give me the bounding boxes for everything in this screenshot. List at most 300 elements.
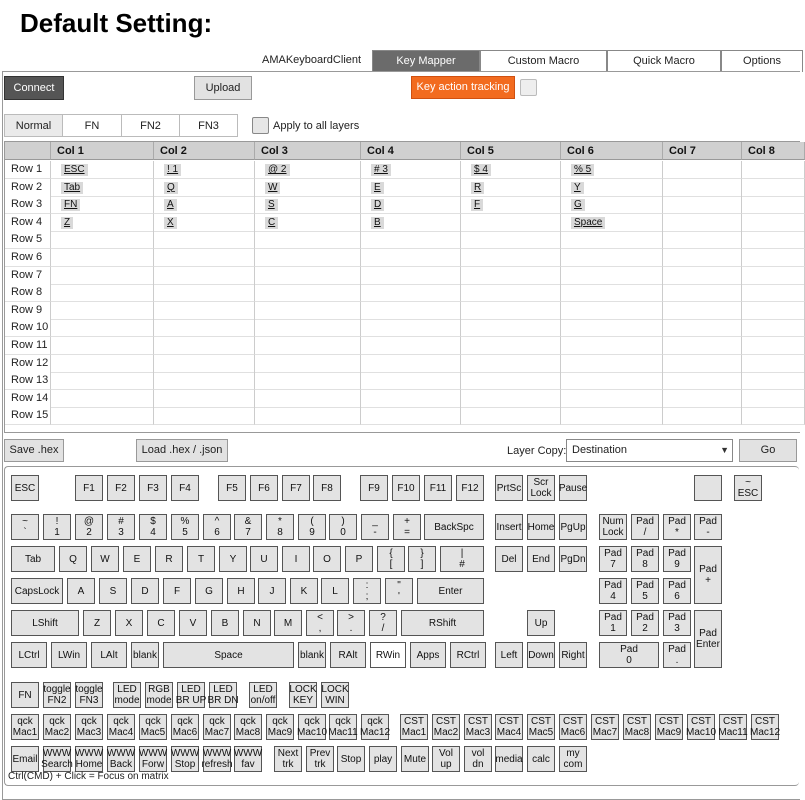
- matrix-cell[interactable]: [663, 267, 742, 285]
- matrix-cell[interactable]: [742, 302, 805, 320]
- key-home[interactable]: Home: [527, 514, 555, 540]
- key-0[interactable]: ) 0: [329, 514, 357, 540]
- key-f6[interactable]: F6: [250, 475, 278, 501]
- key-led-mode[interactable]: LED mode: [114, 684, 140, 706]
- key-www-stop[interactable]: WWW Stop: [170, 748, 200, 770]
- matrix-cell[interactable]: [255, 390, 361, 408]
- matrix-cell[interactable]: [461, 355, 561, 373]
- matrix-cell[interactable]: [742, 407, 805, 425]
- matrix-cell[interactable]: [51, 302, 154, 320]
- key-cst-mac3[interactable]: CST Mac3: [465, 716, 491, 738]
- key-e[interactable]: E: [123, 546, 151, 572]
- matrix-cell[interactable]: [51, 372, 154, 390]
- key-led-br-up[interactable]: LED BR UP: [175, 684, 207, 706]
- matrix-cell[interactable]: [742, 179, 805, 197]
- key-y[interactable]: Y: [219, 546, 247, 572]
- key-x[interactable]: X: [115, 610, 143, 636]
- key-pad[interactable]: Pad +: [694, 546, 722, 604]
- key-end[interactable]: End: [527, 546, 555, 572]
- matrix-cell[interactable]: [361, 302, 461, 320]
- key-next-trk[interactable]: Next trk: [274, 746, 302, 772]
- key-f7[interactable]: F7: [282, 475, 310, 501]
- key-blank[interactable]: blank: [131, 642, 159, 668]
- key-cst-mac8[interactable]: CST Mac8: [624, 716, 650, 738]
- key-p[interactable]: P: [345, 546, 373, 572]
- matrix-cell[interactable]: [461, 161, 561, 179]
- matrix-cell[interactable]: [461, 407, 561, 425]
- key-www-refresh[interactable]: WWW refresh: [201, 748, 233, 770]
- matrix-cell[interactable]: [561, 337, 663, 355]
- key-1[interactable]: ! 1: [43, 514, 71, 540]
- key-cst-mac11[interactable]: CST Mac11: [718, 716, 748, 738]
- key-z[interactable]: Z: [83, 610, 111, 636]
- key-l[interactable]: L: [321, 578, 349, 604]
- matrix-cell[interactable]: [561, 319, 663, 337]
- key-prev-trk[interactable]: Prev trk: [306, 746, 334, 772]
- key-q[interactable]: Q: [59, 546, 87, 572]
- key-cst-mac2[interactable]: CST Mac2: [433, 716, 459, 738]
- matrix-cell[interactable]: [663, 390, 742, 408]
- matrix-cell[interactable]: [361, 249, 461, 267]
- matrix-cell[interactable]: [154, 214, 255, 232]
- matrix-cell[interactable]: [361, 355, 461, 373]
- key-toggle-fn3[interactable]: toggle FN3: [75, 684, 103, 706]
- matrix-cell[interactable]: [561, 372, 663, 390]
- matrix-cell[interactable]: [51, 231, 154, 249]
- key-pad-4[interactable]: Pad 4: [599, 578, 627, 604]
- key-symbol[interactable]: : ;: [353, 578, 381, 604]
- matrix-cell[interactable]: [51, 179, 154, 197]
- key-www-search[interactable]: WWW Search: [41, 748, 73, 770]
- matrix-cell[interactable]: [742, 231, 805, 249]
- matrix-cell[interactable]: [255, 214, 361, 232]
- matrix-cell[interactable]: [663, 179, 742, 197]
- key-cst-mac9[interactable]: CST Mac9: [656, 716, 682, 738]
- key-qck-mac4[interactable]: qck Mac4: [108, 716, 134, 738]
- tracking-checkbox[interactable]: [520, 79, 537, 96]
- matrix-cell[interactable]: [154, 337, 255, 355]
- key-scr-lock[interactable]: Scr Lock: [527, 475, 555, 501]
- layer-tab-fn[interactable]: FN: [62, 114, 122, 137]
- matrix-cell[interactable]: [561, 407, 663, 425]
- key-lalt[interactable]: LAlt: [91, 642, 127, 668]
- tab-quick-macro[interactable]: Quick Macro: [607, 50, 721, 72]
- key-esc[interactable]: ~ ESC: [734, 475, 762, 501]
- key-qck-mac2[interactable]: qck Mac2: [44, 716, 70, 738]
- matrix-cell[interactable]: [51, 407, 154, 425]
- key-7[interactable]: & 7: [234, 514, 262, 540]
- key-g[interactable]: G: [195, 578, 223, 604]
- key-pad-0[interactable]: Pad 0: [599, 642, 659, 668]
- key-www-home[interactable]: WWW Home: [74, 748, 104, 770]
- matrix-cell[interactable]: [561, 302, 663, 320]
- key-f4[interactable]: F4: [171, 475, 199, 501]
- key-f3[interactable]: F3: [139, 475, 167, 501]
- matrix-cell[interactable]: [255, 267, 361, 285]
- key-a[interactable]: A: [67, 578, 95, 604]
- matrix-cell[interactable]: [154, 284, 255, 302]
- matrix-cell[interactable]: [461, 267, 561, 285]
- key-pad-9[interactable]: Pad 9: [663, 546, 691, 572]
- matrix-cell[interactable]: [561, 284, 663, 302]
- matrix-cell[interactable]: [742, 249, 805, 267]
- matrix-cell[interactable]: [154, 179, 255, 197]
- key-symbol[interactable]: > .: [337, 610, 365, 636]
- key-down[interactable]: Down: [527, 642, 555, 668]
- matrix-cell[interactable]: [742, 337, 805, 355]
- matrix-cell[interactable]: [361, 179, 461, 197]
- key-pgdn[interactable]: PgDn: [559, 546, 587, 572]
- matrix-cell[interactable]: [51, 284, 154, 302]
- key-num-lock[interactable]: Num Lock: [599, 514, 627, 540]
- key-rctrl[interactable]: RCtrl: [450, 642, 486, 668]
- key-play[interactable]: play: [369, 746, 397, 772]
- matrix-cell[interactable]: [255, 249, 361, 267]
- key-r[interactable]: R: [155, 546, 183, 572]
- key-pad[interactable]: Pad .: [663, 642, 691, 668]
- key-calc[interactable]: calc: [527, 746, 555, 772]
- key-right[interactable]: Right: [559, 642, 587, 668]
- matrix-cell[interactable]: [361, 390, 461, 408]
- key-t[interactable]: T: [187, 546, 215, 572]
- matrix-cell[interactable]: [742, 284, 805, 302]
- key-symbol[interactable]: < ,: [306, 610, 334, 636]
- key-toggle-fn2[interactable]: toggle FN2: [43, 684, 71, 706]
- key-o[interactable]: O: [313, 546, 341, 572]
- key-my-com[interactable]: my com: [559, 746, 587, 772]
- key-qck-mac6[interactable]: qck Mac6: [172, 716, 198, 738]
- matrix-cell[interactable]: [663, 214, 742, 232]
- matrix-cell[interactable]: [663, 284, 742, 302]
- key-apps[interactable]: Apps: [410, 642, 446, 668]
- matrix-cell[interactable]: [361, 372, 461, 390]
- key-lock-win[interactable]: LOCK WIN: [321, 684, 349, 706]
- key-qck-mac1[interactable]: qck Mac1: [12, 716, 38, 738]
- matrix-cell[interactable]: [663, 407, 742, 425]
- key-3[interactable]: # 3: [107, 514, 135, 540]
- matrix-cell[interactable]: [51, 249, 154, 267]
- key-cst-mac10[interactable]: CST Mac10: [686, 716, 717, 738]
- key-pad-2[interactable]: Pad 2: [631, 610, 659, 636]
- key-del[interactable]: Del: [495, 546, 523, 572]
- matrix-cell[interactable]: [154, 355, 255, 373]
- key-enter[interactable]: Enter: [417, 578, 484, 604]
- key-k[interactable]: K: [290, 578, 318, 604]
- key-pad-7[interactable]: Pad 7: [599, 546, 627, 572]
- matrix-cell[interactable]: [51, 390, 154, 408]
- key-4[interactable]: $ 4: [139, 514, 167, 540]
- load-hex-button[interactable]: Load .hex / .json: [136, 439, 228, 462]
- matrix-cell[interactable]: [742, 161, 805, 179]
- matrix-cell[interactable]: [255, 196, 361, 214]
- apply-all-checkbox[interactable]: [252, 117, 269, 134]
- key-5[interactable]: % 5: [171, 514, 199, 540]
- key-f2[interactable]: F2: [107, 475, 135, 501]
- key-c[interactable]: C: [147, 610, 175, 636]
- matrix-cell[interactable]: [154, 267, 255, 285]
- key-f5[interactable]: F5: [218, 475, 246, 501]
- key-8[interactable]: * 8: [266, 514, 294, 540]
- key-vol-dn[interactable]: vol dn: [464, 746, 492, 772]
- matrix-cell[interactable]: [663, 302, 742, 320]
- key-www-back[interactable]: WWW Back: [106, 748, 136, 770]
- key-esc[interactable]: ESC: [11, 475, 39, 501]
- matrix-cell[interactable]: [51, 214, 154, 232]
- key-v[interactable]: V: [179, 610, 207, 636]
- key-fn[interactable]: FN: [11, 682, 39, 708]
- key-f8[interactable]: F8: [313, 475, 341, 501]
- key-pad[interactable]: Pad *: [663, 514, 691, 540]
- key-qck-mac3[interactable]: qck Mac3: [76, 716, 102, 738]
- matrix-cell[interactable]: [461, 390, 561, 408]
- key-cst-mac6[interactable]: CST Mac6: [560, 716, 586, 738]
- key-lwin[interactable]: LWin: [51, 642, 87, 668]
- matrix-cell[interactable]: [154, 231, 255, 249]
- matrix-cell[interactable]: [561, 249, 663, 267]
- matrix-cell[interactable]: [461, 179, 561, 197]
- matrix-cell[interactable]: [663, 319, 742, 337]
- key-prtsc[interactable]: PrtSc: [495, 475, 523, 501]
- matrix-cell[interactable]: [742, 319, 805, 337]
- matrix-cell[interactable]: [255, 284, 361, 302]
- matrix-cell[interactable]: [742, 372, 805, 390]
- matrix-cell[interactable]: [742, 196, 805, 214]
- key-ralt[interactable]: RAlt: [330, 642, 366, 668]
- matrix-cell[interactable]: [51, 319, 154, 337]
- matrix-cell[interactable]: [51, 337, 154, 355]
- key-pad[interactable]: Pad /: [631, 514, 659, 540]
- key-m[interactable]: M: [274, 610, 302, 636]
- key-b[interactable]: B: [211, 610, 239, 636]
- key-symbol[interactable]: + =: [393, 514, 421, 540]
- key-symbol[interactable]: _ -: [361, 514, 389, 540]
- matrix-cell[interactable]: [51, 355, 154, 373]
- matrix-cell[interactable]: [742, 267, 805, 285]
- matrix-cell[interactable]: [461, 214, 561, 232]
- matrix-cell[interactable]: [255, 319, 361, 337]
- key-qck-mac7[interactable]: qck Mac7: [204, 716, 230, 738]
- key-f10[interactable]: F10: [392, 475, 420, 501]
- layer-copy-select[interactable]: [566, 439, 733, 462]
- tab-options[interactable]: Options: [721, 50, 803, 72]
- key-stop[interactable]: Stop: [337, 746, 365, 772]
- key-action-tracking-button[interactable]: Key action tracking: [411, 76, 515, 99]
- key-cst-mac12[interactable]: CST Mac12: [750, 716, 781, 738]
- matrix-cell[interactable]: [154, 372, 255, 390]
- matrix-cell[interactable]: [461, 196, 561, 214]
- key-f[interactable]: F: [163, 578, 191, 604]
- key-capslock[interactable]: CapsLock: [11, 578, 63, 604]
- key-space[interactable]: Space: [163, 642, 294, 668]
- key-rwin[interactable]: RWin: [370, 642, 406, 668]
- matrix-cell[interactable]: [742, 390, 805, 408]
- go-button[interactable]: Go: [739, 439, 797, 462]
- matrix-cell[interactable]: [361, 231, 461, 249]
- key-cst-mac4[interactable]: CST Mac4: [496, 716, 522, 738]
- key-blank[interactable]: [694, 475, 722, 501]
- matrix-cell[interactable]: [561, 231, 663, 249]
- matrix-cell[interactable]: [154, 319, 255, 337]
- key-qck-mac10[interactable]: qck Mac10: [297, 716, 328, 738]
- key-led-br-dn[interactable]: LED BR DN: [207, 684, 239, 706]
- layer-tab-normal[interactable]: Normal: [4, 114, 63, 137]
- matrix-cell[interactable]: [255, 231, 361, 249]
- matrix-cell[interactable]: [255, 407, 361, 425]
- matrix-cell[interactable]: [461, 231, 561, 249]
- matrix-cell[interactable]: [663, 249, 742, 267]
- key-backspc[interactable]: BackSpc: [424, 514, 484, 540]
- matrix-cell[interactable]: [361, 284, 461, 302]
- matrix-cell[interactable]: [561, 355, 663, 373]
- matrix-cell[interactable]: [561, 161, 663, 179]
- matrix-cell[interactable]: [255, 337, 361, 355]
- matrix-cell[interactable]: [663, 196, 742, 214]
- key-lshift[interactable]: LShift: [11, 610, 79, 636]
- key-pad-6[interactable]: Pad 6: [663, 578, 691, 604]
- upload-button[interactable]: Upload: [194, 76, 252, 100]
- matrix-cell[interactable]: [255, 302, 361, 320]
- key-pause[interactable]: Pause: [559, 475, 587, 501]
- key-f1[interactable]: F1: [75, 475, 103, 501]
- key-pad-5[interactable]: Pad 5: [631, 578, 659, 604]
- row-label: Row 11: [5, 337, 51, 355]
- key-pad-3[interactable]: Pad 3: [663, 610, 691, 636]
- save-hex-button[interactable]: Save .hex: [4, 439, 64, 462]
- matrix-cell[interactable]: [663, 337, 742, 355]
- key-j[interactable]: J: [258, 578, 286, 604]
- key-tab[interactable]: Tab: [11, 546, 55, 572]
- matrix-cell[interactable]: [461, 302, 561, 320]
- matrix-cell-key: X: [164, 217, 177, 229]
- layer-tab-fn2[interactable]: FN2: [121, 114, 180, 137]
- matrix-cell[interactable]: [255, 161, 361, 179]
- matrix-cell[interactable]: [255, 355, 361, 373]
- key-2[interactable]: @ 2: [75, 514, 103, 540]
- matrix-cell[interactable]: [361, 337, 461, 355]
- matrix-cell[interactable]: [663, 372, 742, 390]
- key-d[interactable]: D: [131, 578, 159, 604]
- matrix-cell[interactable]: [561, 267, 663, 285]
- key-f12[interactable]: F12: [456, 475, 484, 501]
- matrix-cell[interactable]: [154, 407, 255, 425]
- key-u[interactable]: U: [250, 546, 278, 572]
- key-cst-mac5[interactable]: CST Mac5: [528, 716, 554, 738]
- key-cst-mac7[interactable]: CST Mac7: [592, 716, 618, 738]
- key-vol-up[interactable]: Vol up: [432, 746, 460, 772]
- matrix-cell[interactable]: [51, 196, 154, 214]
- matrix-cell[interactable]: [154, 302, 255, 320]
- key-symbol[interactable]: ? /: [369, 610, 397, 636]
- key-cst-mac1[interactable]: CST Mac1: [401, 716, 427, 738]
- key-left[interactable]: Left: [495, 642, 523, 668]
- key-lock-key[interactable]: LOCK KEY: [289, 684, 317, 706]
- key-i[interactable]: I: [282, 546, 310, 572]
- key-media[interactable]: media: [495, 746, 523, 772]
- key-qck-mac12[interactable]: qck Mac12: [360, 716, 391, 738]
- matrix-cell[interactable]: [461, 249, 561, 267]
- key-led-on-off[interactable]: LED on/off: [250, 684, 276, 706]
- matrix-cell[interactable]: [154, 249, 255, 267]
- layer-tab-fn3[interactable]: FN3: [179, 114, 238, 137]
- key-w[interactable]: W: [91, 546, 119, 572]
- matrix-cell[interactable]: [561, 179, 663, 197]
- key-insert[interactable]: Insert: [495, 514, 523, 540]
- matrix-cell[interactable]: [742, 214, 805, 232]
- key-pad[interactable]: Pad -: [694, 514, 722, 540]
- matrix-cell[interactable]: [154, 390, 255, 408]
- matrix-cell[interactable]: [663, 231, 742, 249]
- key-qck-mac5[interactable]: qck Mac5: [140, 716, 166, 738]
- key-s[interactable]: S: [99, 578, 127, 604]
- matrix-cell[interactable]: [51, 161, 154, 179]
- key-n[interactable]: N: [243, 610, 271, 636]
- matrix-cell[interactable]: [663, 355, 742, 373]
- matrix-cell[interactable]: [461, 284, 561, 302]
- matrix-cell[interactable]: [51, 267, 154, 285]
- key-symbol[interactable]: ~ `: [11, 514, 39, 540]
- matrix-cell[interactable]: [361, 196, 461, 214]
- key-up[interactable]: Up: [527, 610, 555, 636]
- matrix-cell[interactable]: [361, 407, 461, 425]
- matrix-cell[interactable]: [561, 390, 663, 408]
- matrix-cell[interactable]: [255, 372, 361, 390]
- key-symbol[interactable]: } ]: [408, 546, 436, 572]
- key-f11[interactable]: F11: [424, 475, 452, 501]
- key-rshift[interactable]: RShift: [401, 610, 484, 636]
- key-www-fav[interactable]: WWW fav: [233, 748, 263, 770]
- key-pad-8[interactable]: Pad 8: [631, 546, 659, 572]
- key-h[interactable]: H: [227, 578, 255, 604]
- column-header: Col 5: [461, 142, 561, 160]
- matrix-cell[interactable]: [154, 196, 255, 214]
- key-symbol[interactable]: " ': [385, 578, 413, 604]
- tab-custom-macro[interactable]: Custom Macro: [480, 50, 607, 72]
- key-lctrl[interactable]: LCtrl: [11, 642, 47, 668]
- key-pad-enter[interactable]: Pad Enter: [694, 610, 722, 668]
- key-rgb-mode[interactable]: RGB mode: [146, 684, 172, 706]
- key-9[interactable]: ( 9: [298, 514, 326, 540]
- matrix-cell[interactable]: [742, 355, 805, 373]
- key-blank[interactable]: blank: [298, 642, 326, 668]
- matrix-cell[interactable]: [361, 319, 461, 337]
- matrix-cell[interactable]: [361, 161, 461, 179]
- key-mute[interactable]: Mute: [401, 746, 429, 772]
- key-www-forw[interactable]: WWW Forw: [138, 748, 168, 770]
- key-email[interactable]: Email: [11, 746, 39, 772]
- key-qck-mac11[interactable]: qck Mac11: [328, 716, 358, 738]
- matrix-cell[interactable]: [461, 337, 561, 355]
- matrix-cell[interactable]: [663, 161, 742, 179]
- key-pgup[interactable]: PgUp: [559, 514, 587, 540]
- tab-key-mapper[interactable]: Key Mapper: [372, 50, 480, 72]
- matrix-cell[interactable]: [561, 214, 663, 232]
- matrix-cell[interactable]: [461, 372, 561, 390]
- key-symbol[interactable]: | #: [440, 546, 484, 572]
- key-symbol[interactable]: { [: [377, 546, 405, 572]
- key-6[interactable]: ^ 6: [203, 514, 231, 540]
- key-qck-mac8[interactable]: qck Mac8: [235, 716, 261, 738]
- connect-button[interactable]: Connect: [4, 76, 64, 100]
- matrix-cell[interactable]: [361, 214, 461, 232]
- matrix-cell[interactable]: [154, 161, 255, 179]
- key-qck-mac9[interactable]: qck Mac9: [267, 716, 293, 738]
- matrix-cell[interactable]: [461, 319, 561, 337]
- key-f9[interactable]: F9: [360, 475, 388, 501]
- matrix-cell[interactable]: [361, 267, 461, 285]
- matrix-cell[interactable]: [561, 196, 663, 214]
- matrix-cell[interactable]: [255, 179, 361, 197]
- key-pad-1[interactable]: Pad 1: [599, 610, 627, 636]
